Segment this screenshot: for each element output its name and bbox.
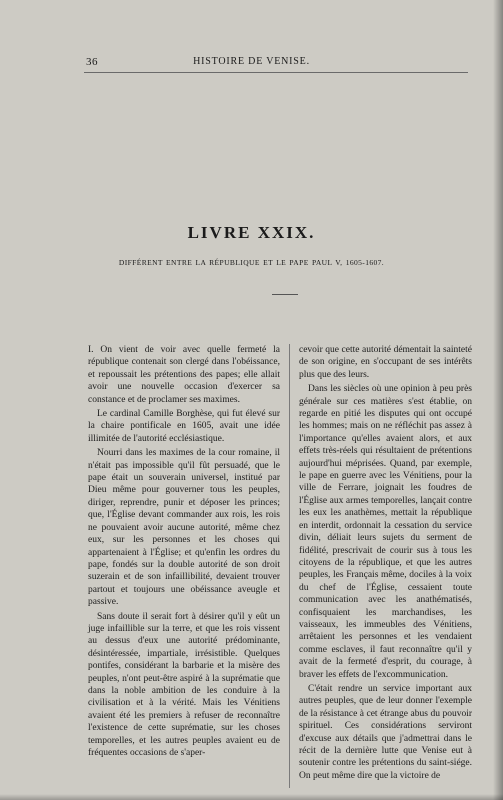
paragraph: Nourri dans les maximes de la cour romaine, il n'était pas impossible qu'il fût persuadé, que le pape était un souverain universel, institué par Dieu même pour gouverner tous les peuples, diriger, reprendre, punir et déposer les princes; que, l'Église devant commander aux rois, les rois ne pouvaient avoir aucune autorité, même chez eux, sur les personnes et les choses qui appartenaient à l'Église; et qu'enfin les ordres du pape, fondés sur la double autorité de son droit suzerain et de son infaillibilité, devaient trouver partout et toujours une obéissance aveugle et passive. <box>88 448 280 608</box>
left-column <box>88 344 280 761</box>
paragraph: Le cardinal Camille Borghèse, qui fut élevé sur la chaire pontificale en 1605, avait une idée illimitée de l'autorité ecclésiastique. <box>88 409 280 444</box>
chapter-subtitle: DIFFÉRENT ENTRE LA RÉPUBLIQUE ET LE PAPE PAUL V, 1605-1607. <box>118 258 385 267</box>
paragraph: cevoir que cette autorité démentait la sainteté de son origine, en s'occupant de ses intérêts plus que des leurs. <box>299 345 472 380</box>
paragraph: C'était rendre un service important aux autres peuples, que de leur donner l'exemple de la résistance à cet étrange abus du pouvoir spirituel. Ces considérations serviront d'excuse aux détails que j'admettrai dans le récit de la dernière lutte que Venise eut à soutenir contre les prétentions du saint-siége. On peut même dire que la victoire de <box>299 683 472 781</box>
chapter-title: LIVRE XXIX. <box>187 223 316 242</box>
header-rule <box>84 72 468 73</box>
running-head: HISTOIRE DE VENISE. <box>193 56 310 67</box>
page-number: 36 <box>86 56 98 68</box>
title-rule <box>272 294 298 295</box>
page-binding-shadow <box>493 0 503 800</box>
paragraph: Sans doute il serait fort à désirer qu'il y eût un juge infaillible sur la terre, et que les rois vissent au dessus d'eux une autorité prédominante, désintéressée, impartiale, irrésistible. Quelques pontifes, considérant la barbarie et la misère des peuples, n'ont peut-être aspiré à la suprématie que dans la noble ambition de les conduire à la civilisation et à la vérité. Mais les Vénitiens avaient été les premiers à refuser de reconnaître l'existence de cette suprématie, sur les choses temporelles, et les autres peuples avaient eu de fréquentes occasions de s'aper- <box>88 611 280 758</box>
paragraph: Dans les siècles où une opinion à peu près générale sur ces matières s'est établie, on regarde en pitié les disputes qui ont occupé les hommes; mais on ne réfléchit pas assez à l'importance qu'elles avaient alors, et aux effets très-réels qui résultaient de prétentions aujourd'hui méprisées. Quand, par exemple, le pape en guerre avec les Vénitiens, pour la ville de Ferrare, joignait les foudres de l'Église aux armes temporelles, lançait contre les eux les anathèmes, mettait la république en interdit, ordonnait la cessation du service divin, déliait leurs sujets du serment de fidélité, prescrivait de courir sus à tous les citoyens de la république, et que les autres peuples, les Français même, dociles à la voix du chef de l'Église, cessaient toute communication avec les anathématisés, confisquaient les marchandises, les vaisseaux, les immeubles des Vénitiens, arrêtaient les personnes et les vendaient comme esclaves, il faut reconnaître qu'il y avait de la fermeté d'esprit, du courage, à braver les effets de l'excommunication. <box>299 384 472 680</box>
right-column <box>299 344 472 784</box>
column-divider <box>289 344 290 788</box>
paragraph: I. On vient de voir avec quelle fermeté la république contenait son clergé dans l'obéissance, et repoussait les prétentions des papes; elle allait avoir une nouvelle occasion d'exercer sa constance et de proclamer ses maximes. <box>88 345 280 405</box>
page-bottom-edge <box>0 794 503 800</box>
